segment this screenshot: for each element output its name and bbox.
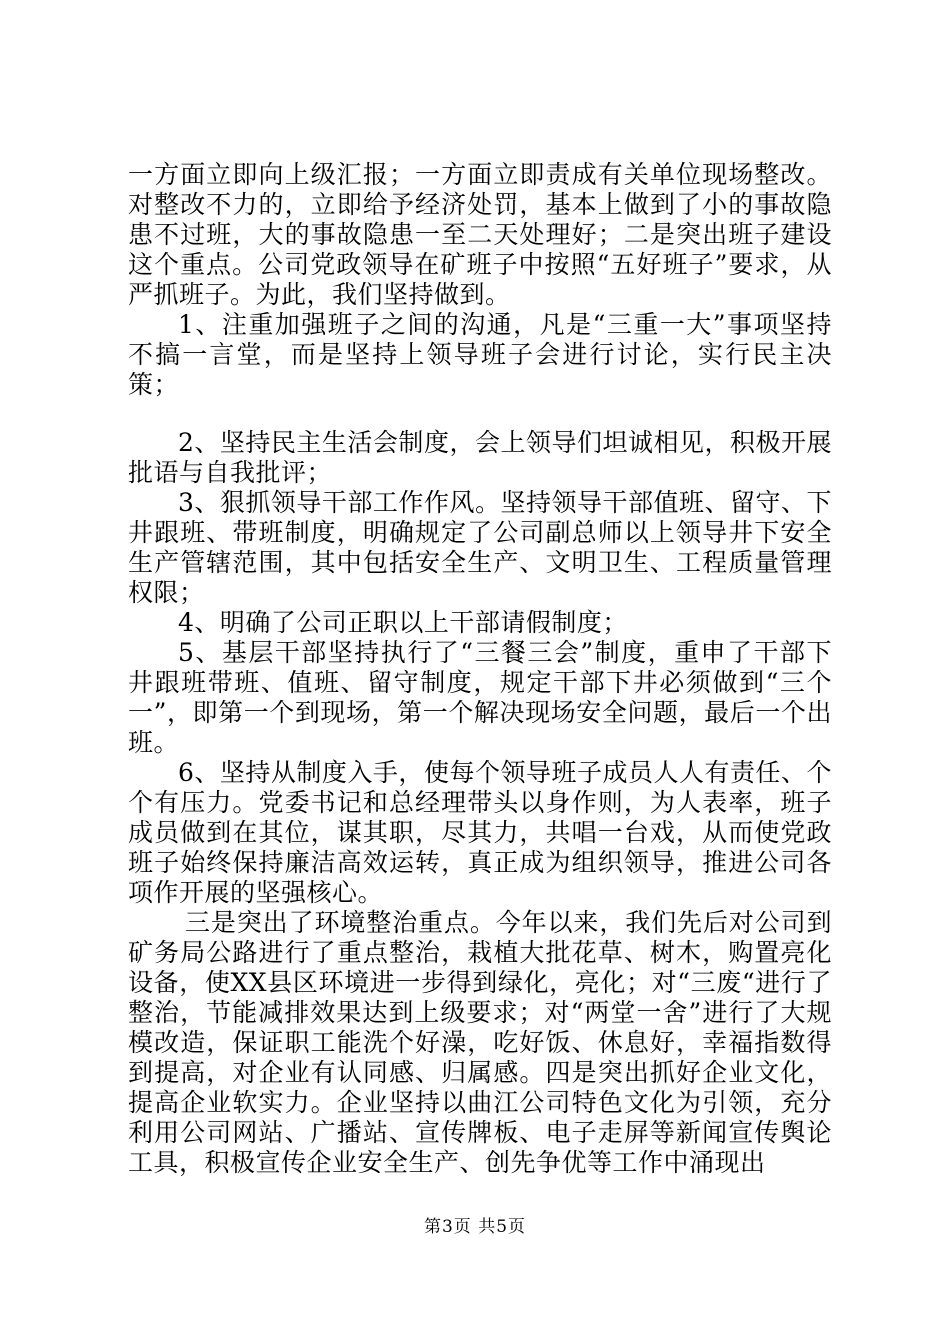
paragraph-intro: 一方面立即向上级汇报；一方面立即责成有关单位现场整改。对整改不力的，立即给予经济处罚，基本上做到了小的事故隐患不过班，大的事故隐患一至二天处理好；二是突出班子建设这个重点。公司党政领导在矿班子中按照“五好班子”要求，从严抓班子。为此，我们坚持做到。 (128, 160, 832, 309)
paragraph-item-4: 4、明确了公司正职以上干部请假制度； (178, 608, 628, 637)
paragraph-item-2: 2、坚持民主生活会制度，会上领导们坦诚相见，积极开展批语与自我批评； (128, 428, 832, 487)
paragraph-environment: 三是突出了环境整治重点。今年以来，我们先后对公司到矿务局公路进行了重点整治，栽植大批花草、树木，购置亮化设备，使XX县区环境进一步得到绿化，亮化；对“三废“进行了整治，节能减排效果达到上级要求；对“两堂一舍”进行了大规模改造，保证职工能洗个好澡，吃好饭、休息好，幸福指数得到提高，对企业有认同感、归属感。四是突出抓好企业文化，提高企业软实力。企业坚持以曲江公司特色文化为引领，充分利用公司网站、广播站、宣传牌板、电子走屏等新闻宣传舆论工具，积极宣传企业安全生产、创先争优等工作中涌现出 (128, 908, 832, 1177)
paragraph-item-1: 1、注重加强班子之间的沟通，凡是“三重一大”事项坚持不搞一言堂，而是坚持上领导班子会进行讨论，实行民主决策； (128, 310, 832, 399)
page-number-footer: 第3页 共5页 (423, 1217, 527, 1237)
paragraph-item-6: 6、坚持从制度入手，使每个领导班子成员人人有责任、个个有压力。党委书记和总经理带头以身作则，为人表率，班子成员做到在其位，谋其职，尽其力，共唱一台戏，从而使党政班子始终保持廉洁高效运转，真正成为组织领导，推进公司各项作开展的坚强核心。 (128, 758, 832, 907)
document-body (128, 160, 832, 1178)
paragraph-item-3: 3、狠抓领导干部工作作风。坚持领导干部值班、留守、下井跟班、带班制度，明确规定了公司副总师以上领导井下安全生产管辖范围，其中包括安全生产、文明卫生、工程质量管理权限； (128, 488, 832, 607)
paragraph-item-5: 5、基层干部坚持执行了“三餐三会”制度，重申了干部下井跟班带班、值班、留守制度，规定干部下井必须做到“三个一”，即第一个到现场，第一个解决现场安全问题，最后一个出班。 (128, 638, 832, 757)
